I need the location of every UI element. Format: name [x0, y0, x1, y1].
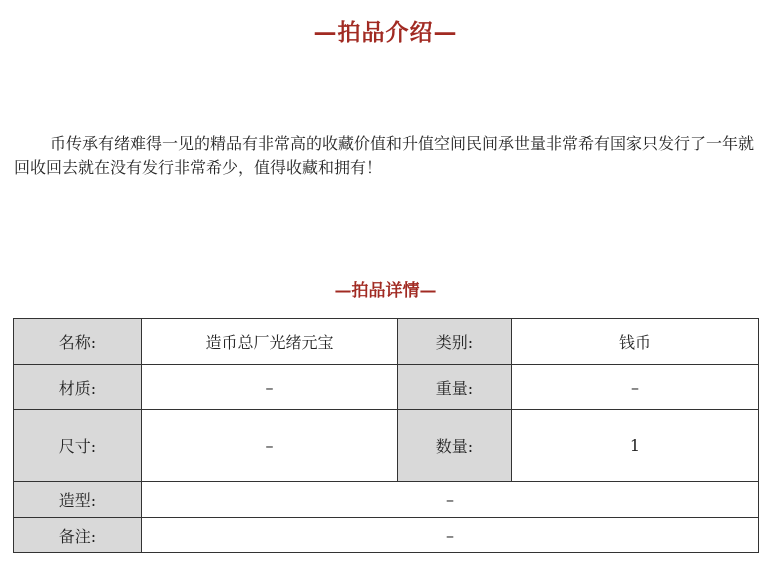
category-label: 类别: — [398, 319, 512, 365]
remarks-label: 备注: — [14, 518, 142, 553]
section-title-details: —拍品详情— — [334, 281, 437, 301]
section-title-introduction: —拍品介绍— — [313, 19, 458, 46]
details-table — [13, 318, 759, 553]
material-label: 材质: — [14, 365, 142, 410]
category-value: 钱币 — [512, 319, 759, 365]
table-row — [14, 518, 759, 553]
weight-label: 重量: — [398, 365, 512, 410]
remarks-value: – — [142, 518, 759, 553]
shape-value: – — [142, 482, 759, 518]
introduction-paragraph: 币传承有绪难得一见的精品有非常高的收藏价值和升值空间民间承世量非常希有国家只发行了一年就回收回去就在没有发行非常希少，值得收藏和拥有！ — [14, 134, 755, 177]
quantity-value: 1 — [512, 410, 759, 482]
weight-value: – — [512, 365, 759, 410]
name-label: 名称: — [14, 319, 142, 365]
name-value: 造币总厂光绪元宝 — [142, 319, 398, 365]
table-row — [14, 365, 759, 410]
material-value: – — [142, 365, 398, 410]
table-row — [14, 410, 759, 482]
size-label: 尺寸: — [14, 410, 142, 482]
shape-label: 造型: — [14, 482, 142, 518]
quantity-label: 数量: — [398, 410, 512, 482]
table-row — [14, 482, 759, 518]
table-row — [14, 319, 759, 365]
size-value: – — [142, 410, 398, 482]
